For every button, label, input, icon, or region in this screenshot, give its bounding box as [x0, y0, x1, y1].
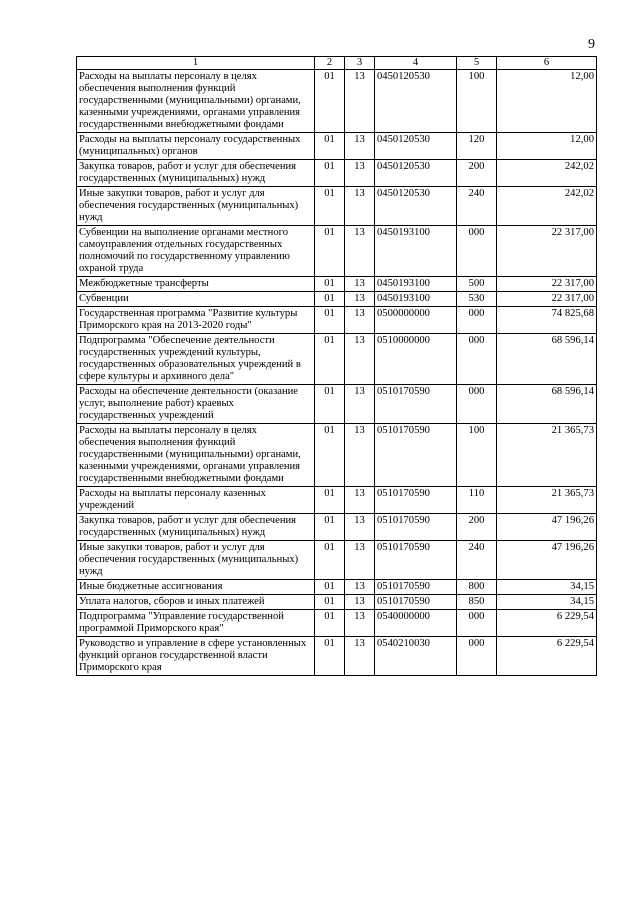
expense-type-cell: 000: [457, 334, 497, 385]
target-article-cell: 0510170590: [375, 580, 457, 595]
column-header: 3: [345, 57, 375, 70]
amount-cell: 6 229,54: [497, 637, 597, 676]
expense-type-cell: 200: [457, 514, 497, 541]
section-cell: 01: [315, 292, 345, 307]
table-row: [77, 226, 597, 277]
section-cell: 01: [315, 277, 345, 292]
table-row: [77, 160, 597, 187]
target-article-cell: 0510000000: [375, 334, 457, 385]
target-article-cell: 0500000000: [375, 307, 457, 334]
column-header: 5: [457, 57, 497, 70]
subsection-cell: 13: [345, 133, 375, 160]
expense-type-cell: 500: [457, 277, 497, 292]
expense-type-cell: 100: [457, 424, 497, 487]
section-cell: 01: [315, 541, 345, 580]
expense-type-cell: 000: [457, 637, 497, 676]
section-cell: 01: [315, 226, 345, 277]
expense-type-cell: 530: [457, 292, 497, 307]
table-row: [77, 187, 597, 226]
row-name-cell: Расходы на выплаты персоналу в целях обеспечения выполнения функций государственными (муниципальными) органами, казенными учреждениями, органами управления государственными внебюджетными фондами: [77, 424, 315, 487]
row-name-cell: Закупка товаров, работ и услуг для обеспечения государственных (муниципальных) нужд: [77, 160, 315, 187]
section-cell: 01: [315, 133, 345, 160]
table-row: [77, 277, 597, 292]
expense-type-cell: 850: [457, 595, 497, 610]
budget-table: [76, 56, 597, 676]
table-row: [77, 307, 597, 334]
subsection-cell: 13: [345, 424, 375, 487]
section-cell: 01: [315, 160, 345, 187]
section-cell: 01: [315, 307, 345, 334]
row-name-cell: Подпрограмма "Управление государственной программой Приморского края": [77, 610, 315, 637]
table-row: [77, 541, 597, 580]
target-article-cell: 0450193100: [375, 226, 457, 277]
amount-cell: 34,15: [497, 595, 597, 610]
table-row: [77, 385, 597, 424]
section-cell: 01: [315, 334, 345, 385]
section-cell: 01: [315, 580, 345, 595]
amount-cell: 22 317,00: [497, 292, 597, 307]
column-header: 6: [497, 57, 597, 70]
row-name-cell: Иные бюджетные ассигнования: [77, 580, 315, 595]
subsection-cell: 13: [345, 70, 375, 133]
subsection-cell: 13: [345, 226, 375, 277]
row-name-cell: Расходы на выплаты персоналу казенных учреждений: [77, 487, 315, 514]
table-row: [77, 292, 597, 307]
expense-type-cell: 000: [457, 226, 497, 277]
table-row: [77, 637, 597, 676]
row-name-cell: Закупка товаров, работ и услуг для обеспечения государственных (муниципальных) нужд: [77, 514, 315, 541]
target-article-cell: 0510170590: [375, 595, 457, 610]
expense-type-cell: 110: [457, 487, 497, 514]
row-name-cell: Иные закупки товаров, работ и услуг для обеспечения государственных (муниципальных) нужд: [77, 541, 315, 580]
row-name-cell: Руководство и управление в сфере установленных функций органов государственной власти Приморского края: [77, 637, 315, 676]
section-cell: 01: [315, 424, 345, 487]
table-row: [77, 70, 597, 133]
table-row: [77, 610, 597, 637]
subsection-cell: 13: [345, 487, 375, 514]
expense-type-cell: 100: [457, 70, 497, 133]
section-cell: 01: [315, 487, 345, 514]
target-article-cell: 0540210030: [375, 637, 457, 676]
expense-type-cell: 800: [457, 580, 497, 595]
section-cell: 01: [315, 637, 345, 676]
subsection-cell: 13: [345, 160, 375, 187]
amount-cell: 12,00: [497, 70, 597, 133]
row-name-cell: Уплата налогов, сборов и иных платежей: [77, 595, 315, 610]
target-article-cell: 0450120530: [375, 160, 457, 187]
section-cell: 01: [315, 385, 345, 424]
table-row: [77, 595, 597, 610]
table-row: [77, 424, 597, 487]
subsection-cell: 13: [345, 610, 375, 637]
section-cell: 01: [315, 514, 345, 541]
expense-type-cell: 000: [457, 385, 497, 424]
subsection-cell: 13: [345, 292, 375, 307]
table-row: [77, 514, 597, 541]
target-article-cell: 0450193100: [375, 292, 457, 307]
row-name-cell: Межбюджетные трансферты: [77, 277, 315, 292]
subsection-cell: 13: [345, 595, 375, 610]
target-article-cell: 0510170590: [375, 541, 457, 580]
subsection-cell: 13: [345, 187, 375, 226]
amount-cell: 21 365,73: [497, 487, 597, 514]
target-article-cell: 0450120530: [375, 133, 457, 160]
subsection-cell: 13: [345, 385, 375, 424]
expense-type-cell: 120: [457, 133, 497, 160]
amount-cell: 34,15: [497, 580, 597, 595]
subsection-cell: 13: [345, 514, 375, 541]
target-article-cell: 0450193100: [375, 277, 457, 292]
amount-cell: 68 596,14: [497, 385, 597, 424]
row-name-cell: Государственная программа "Развитие культуры Приморского края на 2013-2020 годы": [77, 307, 315, 334]
amount-cell: 47 196,26: [497, 514, 597, 541]
expense-type-cell: 240: [457, 541, 497, 580]
target-article-cell: 0450120530: [375, 187, 457, 226]
target-article-cell: 0510170590: [375, 487, 457, 514]
expense-type-cell: 200: [457, 160, 497, 187]
amount-cell: 68 596,14: [497, 334, 597, 385]
subsection-cell: 13: [345, 277, 375, 292]
table-row: [77, 133, 597, 160]
target-article-cell: 0540000000: [375, 610, 457, 637]
amount-cell: 22 317,00: [497, 226, 597, 277]
amount-cell: 22 317,00: [497, 277, 597, 292]
amount-cell: 242,02: [497, 187, 597, 226]
amount-cell: 21 365,73: [497, 424, 597, 487]
target-article-cell: 0510170590: [375, 514, 457, 541]
section-cell: 01: [315, 610, 345, 637]
subsection-cell: 13: [345, 541, 375, 580]
section-cell: 01: [315, 595, 345, 610]
row-name-cell: Субвенции на выполнение органами местного самоуправления отдельных государственных полномочий по государственному управлению охраной труда: [77, 226, 315, 277]
column-header: 4: [375, 57, 457, 70]
column-header: 2: [315, 57, 345, 70]
amount-cell: 12,00: [497, 133, 597, 160]
target-article-cell: 0510170590: [375, 424, 457, 487]
page-number: 9: [588, 37, 595, 52]
amount-cell: 242,02: [497, 160, 597, 187]
amount-cell: 6 229,54: [497, 610, 597, 637]
subsection-cell: 13: [345, 637, 375, 676]
column-header: 1: [77, 57, 315, 70]
table-header-row: [77, 57, 597, 70]
table-row: [77, 334, 597, 385]
row-name-cell: Расходы на обеспечение деятельности (оказание услуг, выполнение работ) краевых государственных учреждений: [77, 385, 315, 424]
row-name-cell: Подпрограмма "Обеспечение деятельности государственных учреждений культуры, государственных образовательных учреждений в сфере культуры и архивного дела": [77, 334, 315, 385]
target-article-cell: 0450120530: [375, 70, 457, 133]
amount-cell: 47 196,26: [497, 541, 597, 580]
subsection-cell: 13: [345, 580, 375, 595]
subsection-cell: 13: [345, 307, 375, 334]
amount-cell: 74 825,68: [497, 307, 597, 334]
section-cell: 01: [315, 187, 345, 226]
row-name-cell: Расходы на выплаты персоналу государственных (муниципальных) органов: [77, 133, 315, 160]
expense-type-cell: 000: [457, 307, 497, 334]
row-name-cell: Субвенции: [77, 292, 315, 307]
row-name-cell: Расходы на выплаты персоналу в целях обеспечения выполнения функций государственными (муниципальными) органами, казенными учреждениями, органами управления государственными внебюджетными фондами: [77, 70, 315, 133]
table-row: [77, 487, 597, 514]
table-row: [77, 580, 597, 595]
expense-type-cell: 000: [457, 610, 497, 637]
target-article-cell: 0510170590: [375, 385, 457, 424]
subsection-cell: 13: [345, 334, 375, 385]
row-name-cell: Иные закупки товаров, работ и услуг для обеспечения государственных (муниципальных) нужд: [77, 187, 315, 226]
section-cell: 01: [315, 70, 345, 133]
expense-type-cell: 240: [457, 187, 497, 226]
